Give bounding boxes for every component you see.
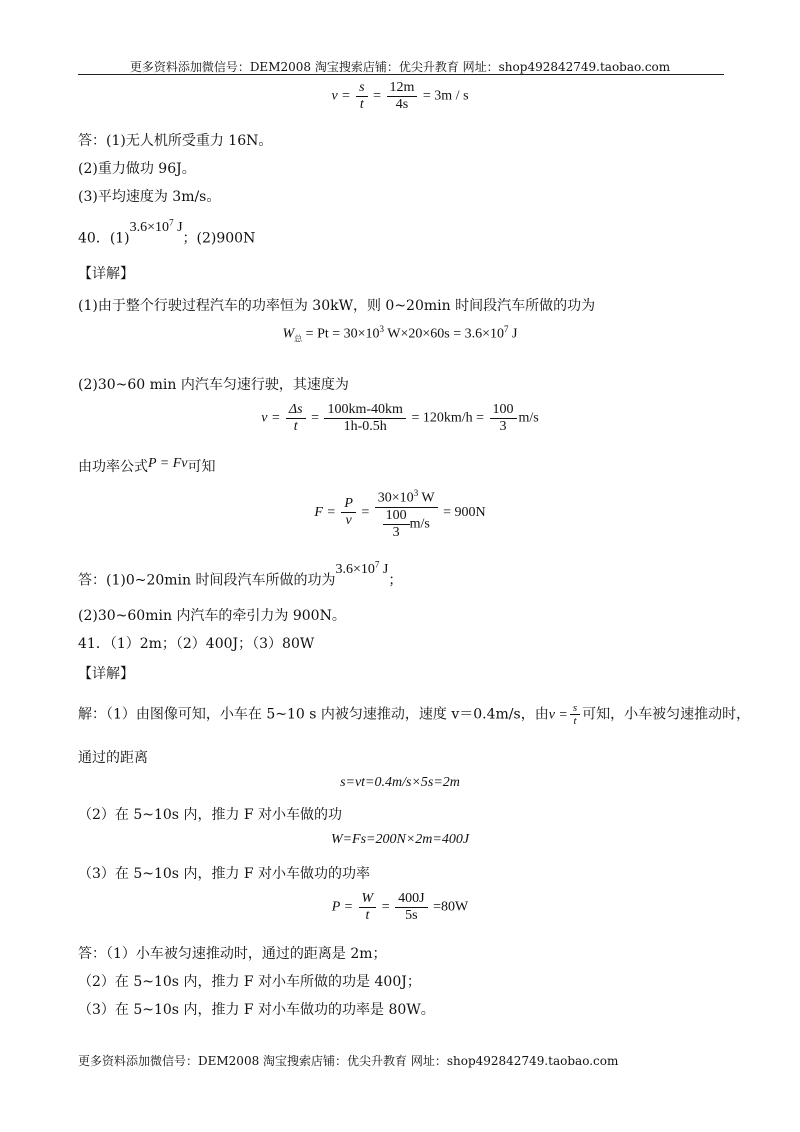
answer-39-1: 答：(1)无人机所受重力 16N。 bbox=[78, 133, 273, 149]
eq-power-lhs: P = bbox=[331, 899, 354, 915]
fraction-distance-over-time bbox=[324, 402, 405, 435]
nested-fraction bbox=[383, 508, 410, 541]
q40-prefix: 40．(1) bbox=[78, 230, 130, 247]
numerator: 100 bbox=[383, 508, 410, 525]
paragraph-41-2: （2）在 5~10s 内，推力 F 对小车做的功 bbox=[78, 807, 343, 823]
denominator: 4s bbox=[395, 97, 409, 112]
answer-40-1 bbox=[78, 559, 403, 592]
numerator: 100 bbox=[490, 402, 517, 419]
denominator: 1h-0.5h bbox=[343, 419, 387, 434]
denominator: v bbox=[345, 513, 352, 529]
equation-work bbox=[0, 324, 800, 344]
power-formula-intro: 由功率公式 bbox=[78, 459, 148, 475]
ans40-1-end: ； bbox=[388, 572, 403, 589]
denominator: 5s bbox=[405, 908, 418, 923]
eq-force-result: = 900N bbox=[443, 505, 486, 521]
fraction-p-over-v bbox=[341, 496, 356, 529]
eq-work-unit: J bbox=[508, 326, 518, 342]
num-exponent: 3 bbox=[413, 488, 419, 498]
num-unit: W bbox=[418, 490, 435, 506]
eq-speed-kmh: = 120km/h = bbox=[411, 410, 485, 426]
equation-power bbox=[0, 891, 800, 924]
ans40-1-value bbox=[335, 559, 389, 577]
eq-force-lhs: F = bbox=[314, 505, 336, 521]
exponent-7: 7 bbox=[504, 324, 509, 334]
p41-1-text-a: 解：（1）由图像可知，小车在 5~10 s 内被匀速推动，速度 v＝0.4m/s，由 bbox=[78, 706, 549, 723]
numerator bbox=[375, 485, 438, 508]
denominator: t bbox=[359, 97, 364, 112]
q40-value bbox=[129, 217, 183, 235]
inline-fraction-s-over-t bbox=[570, 702, 580, 727]
work-symbol: W bbox=[282, 326, 295, 342]
answer-39-2: (2)重力做功 96J。 bbox=[78, 161, 196, 177]
equals-sign: = bbox=[381, 899, 390, 915]
paragraph-40-2: (2)30~60 min 内汽车匀速行驶，其速度为 bbox=[78, 377, 349, 393]
detail-label-40: 【详解】 bbox=[78, 266, 134, 282]
eq-v-lhs: v = bbox=[331, 88, 351, 104]
q40-rest: ；(2)900N bbox=[182, 230, 256, 247]
answer-41-1: 答：（1）小车被匀速推动时，通过的距离是 2m； bbox=[78, 946, 387, 962]
denominator: t bbox=[573, 715, 577, 727]
numerator: 400J bbox=[395, 891, 427, 908]
paragraph-41-1 bbox=[78, 702, 750, 727]
exponent-3: 3 bbox=[379, 324, 385, 334]
equation-speed bbox=[0, 402, 800, 435]
q40-unit: J bbox=[173, 219, 183, 235]
equation-work-41: W=Fs=200N×2m=400J bbox=[330, 832, 470, 847]
paragraph-41-1b: 通过的距离 bbox=[78, 750, 148, 766]
equals-sign: = bbox=[361, 505, 370, 521]
inline-eq-lhs: v = bbox=[548, 707, 568, 723]
paragraph-40-1: (1)由于整个行驶过程汽车的功率恒为 30kW，则 0~20min 时间段汽车所做的功为 bbox=[78, 298, 596, 314]
paragraph-40-3 bbox=[78, 457, 216, 478]
fraction-s-over-t bbox=[356, 80, 367, 113]
fraction-ds-over-t bbox=[286, 402, 306, 435]
p41-1-text-b: 可知，小车被匀速推动时， bbox=[582, 706, 751, 723]
equation-velocity bbox=[0, 80, 800, 113]
eq-work-part1: = Pt = 30×10 bbox=[302, 326, 380, 342]
numerator: 100km-40km bbox=[324, 402, 405, 419]
numerator: s bbox=[356, 80, 367, 97]
ans40-1-text: 答：(1)0~20min 时间段汽车所做的功为 bbox=[78, 572, 336, 589]
eq-speed-unit: m/s bbox=[518, 410, 539, 426]
eq-speed-lhs: v = bbox=[261, 410, 281, 426]
ans-mantissa: 3.6×10 bbox=[335, 561, 375, 577]
denominator: 3 bbox=[499, 419, 507, 434]
eq-work-part2: W×20×60s = 3.6×10 bbox=[384, 326, 505, 342]
equals-sign: = bbox=[373, 88, 381, 104]
work-subscript: 总 bbox=[294, 334, 303, 344]
paragraph-41-3: （3）在 5~10s 内，推力 F 对小车做功的功率 bbox=[78, 866, 371, 882]
num-mantissa: 30×10 bbox=[377, 490, 414, 506]
numerator: s bbox=[570, 702, 580, 715]
numerator: Δs bbox=[286, 402, 306, 419]
fraction-w-over-t bbox=[359, 891, 377, 924]
eq-power-result: =80W bbox=[433, 899, 469, 915]
equals-sign: = bbox=[311, 410, 319, 426]
answer-41-3: （3）在 5~10s 内，推力 F 对小车做功的功率是 80W。 bbox=[78, 1002, 435, 1018]
ans-unit: J bbox=[379, 561, 389, 577]
power-formula-tail: 可知 bbox=[187, 459, 216, 475]
equation-force bbox=[0, 485, 800, 541]
q40-exponent: 7 bbox=[169, 217, 174, 227]
page-footer: 更多资料添加微信号：DEM2008 淘宝搜索店铺：优尖升教育 网址：shop492842749.taobao.com bbox=[78, 1054, 619, 1068]
page-header: 更多资料添加微信号：DEM2008 淘宝搜索店铺：优尖升教育 网址：shop492842749.taobao.com bbox=[129, 60, 671, 74]
answer-41-2: （2）在 5~10s 内，推力 F 对小车所做的功是 400J； bbox=[78, 974, 421, 990]
den-unit: m/s bbox=[409, 516, 430, 532]
denominator bbox=[380, 508, 433, 541]
question-41-answers: 41．（1）2m；（2）400J；（3）80W bbox=[78, 636, 315, 652]
fraction-power-over-speed bbox=[375, 485, 438, 541]
detail-label-41: 【详解】 bbox=[78, 666, 134, 682]
answer-40-2: (2)30~60min 内汽车的牵引力为 900N。 bbox=[78, 608, 346, 624]
eq-v-result: = 3m / s bbox=[422, 88, 469, 104]
fraction-100-over-3 bbox=[490, 402, 517, 435]
answer-39-3: (3)平均速度为 3m/s。 bbox=[78, 189, 221, 205]
q40-mantissa: 3.6×10 bbox=[129, 219, 170, 235]
power-formula: P = Fv bbox=[148, 456, 188, 471]
numerator: 12m bbox=[387, 80, 418, 97]
numerator: W bbox=[359, 891, 377, 908]
header-divider bbox=[78, 74, 724, 75]
fraction-400j-over-5s bbox=[395, 891, 427, 924]
numerator: P bbox=[341, 496, 356, 513]
denominator: 3 bbox=[392, 524, 400, 540]
fraction-12m-over-4s bbox=[387, 80, 418, 113]
denominator: t bbox=[365, 908, 370, 923]
denominator: t bbox=[293, 419, 298, 434]
equation-distance: s=vt=0.4m/s×5s=2m bbox=[340, 775, 460, 790]
ans-exponent: 7 bbox=[374, 559, 380, 569]
question-40-answers bbox=[78, 217, 256, 250]
